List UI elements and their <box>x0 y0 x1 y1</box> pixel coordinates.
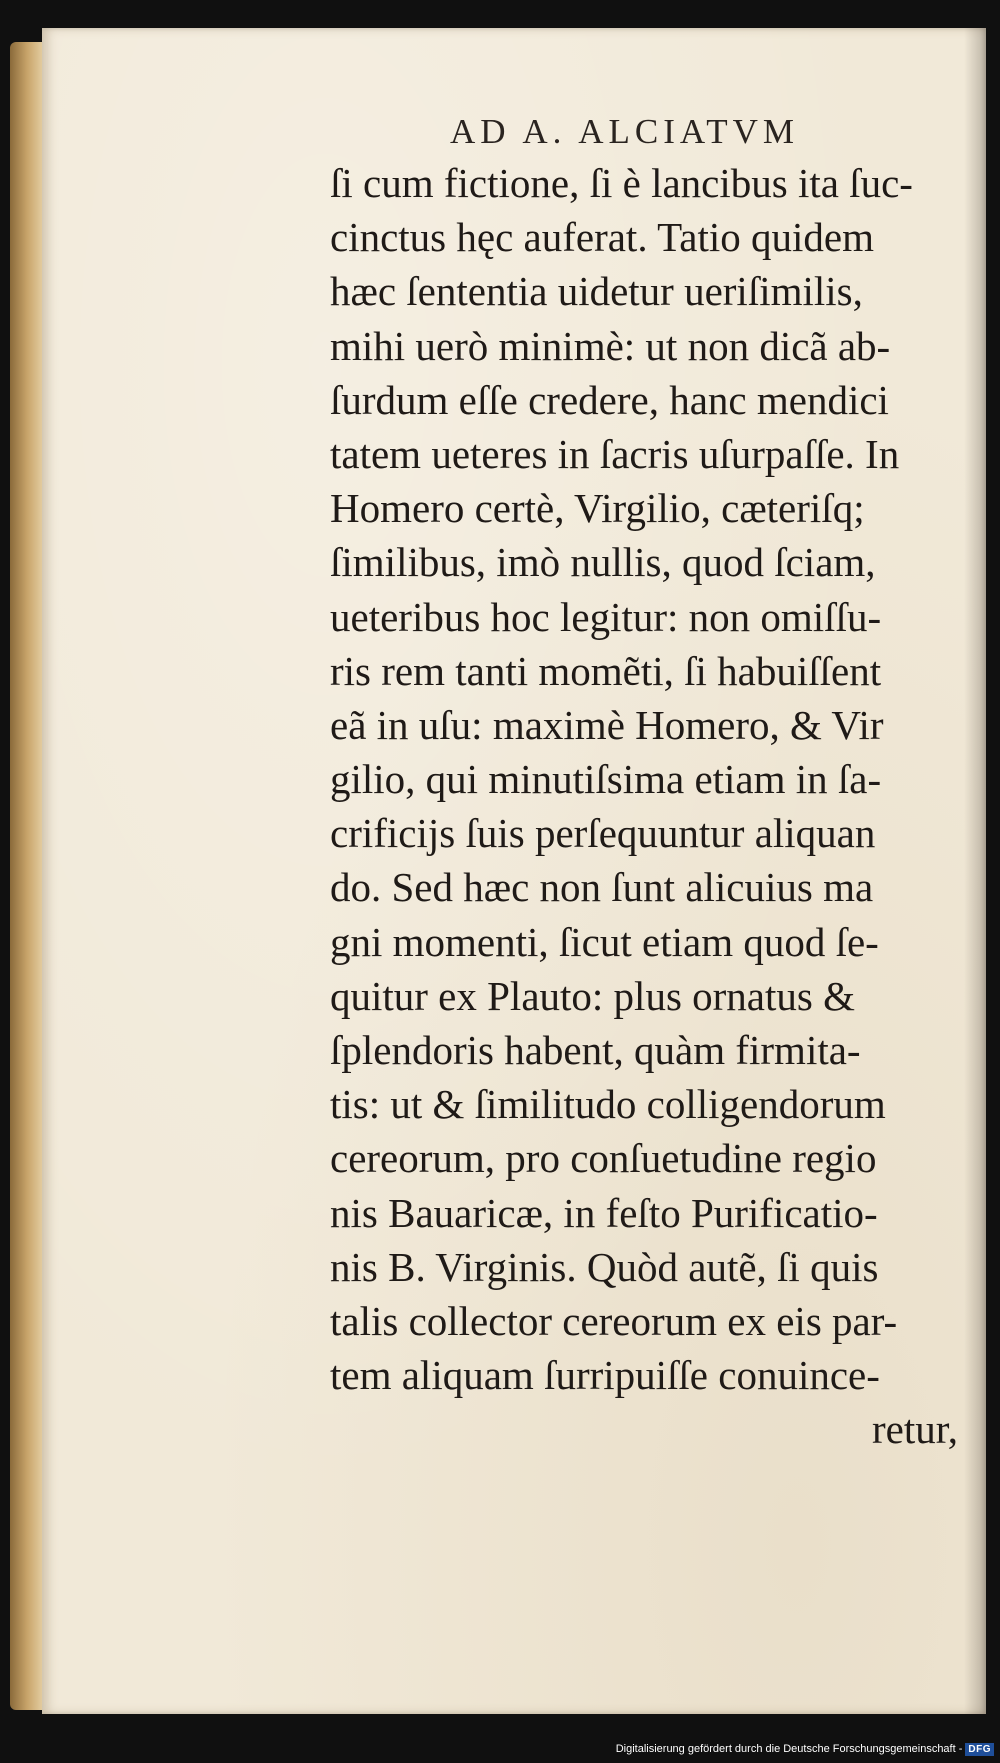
catchword-line: retur, <box>871 1406 958 1453</box>
text-line: cinctus hęc auferat. Tatio quidem <box>330 214 874 261</box>
digitization-credit <box>616 1739 994 1759</box>
text-line: crificijs ſuis perſequuntur aliquan <box>330 810 876 857</box>
credit-text: Digitalisierung gefördert durch die Deutsche Forschungsgemeinschaft - <box>615 1743 963 1755</box>
text-block <box>330 156 970 1457</box>
text-line: ſplendoris habent, quàm firmita- <box>330 1027 861 1073</box>
text-line: ſurdum eſſe credere, hanc mendici <box>330 376 889 423</box>
text-line: gilio, qui minutiſsima etiam in ſa- <box>330 756 882 803</box>
text-line: tem aliquam ſurripuiſſe conuince- <box>330 1352 880 1399</box>
text-line: do. Sed hæc non ſunt alicuius ma <box>330 864 874 911</box>
text-line: nis B. Virginis. Quòd autẽ, ſi quis <box>330 1243 879 1290</box>
text-line: ſimilibus, imò nullis, quod ſciam, <box>330 539 876 586</box>
text-line: cereorum, pro conſuetudine regio <box>330 1135 877 1182</box>
text-line: gni momenti, ſicut etiam quod ſe- <box>330 918 879 965</box>
text-line: hæc ſententia uidetur ueriſimilis, <box>330 268 863 315</box>
running-head: AD A. ALCIATVM <box>450 112 800 151</box>
text-line: ueteribus hoc legitur: non omiſſu- <box>330 593 882 640</box>
text-line: ſi cum fictione, ſi è lancibus ita ſuc- <box>330 160 913 206</box>
text-line: nis Bauaricæ, in feſto Purificatio- <box>330 1189 878 1236</box>
text-line: Homero certè, Virgilio, cæteriſq; <box>330 485 865 532</box>
text-line: tatem ueteres in ſacris uſurpaſſe. In <box>330 430 900 477</box>
text-line: tis: ut & ſimilitudo colligendorum <box>330 1081 886 1128</box>
dfg-logo: DFG <box>965 1743 994 1756</box>
text-line: mihi uerò minimè: ut non dicã ab- <box>330 322 891 369</box>
text-line: talis collector cereorum ex eis par- <box>330 1297 898 1344</box>
text-line: ris rem tanti momẽti, ſi habuiſſent <box>330 647 882 694</box>
text-line: eã in uſu: maximè Homero, & Vir <box>330 701 884 748</box>
text-line: quitur ex Plauto: plus ornatus & <box>330 972 855 1019</box>
